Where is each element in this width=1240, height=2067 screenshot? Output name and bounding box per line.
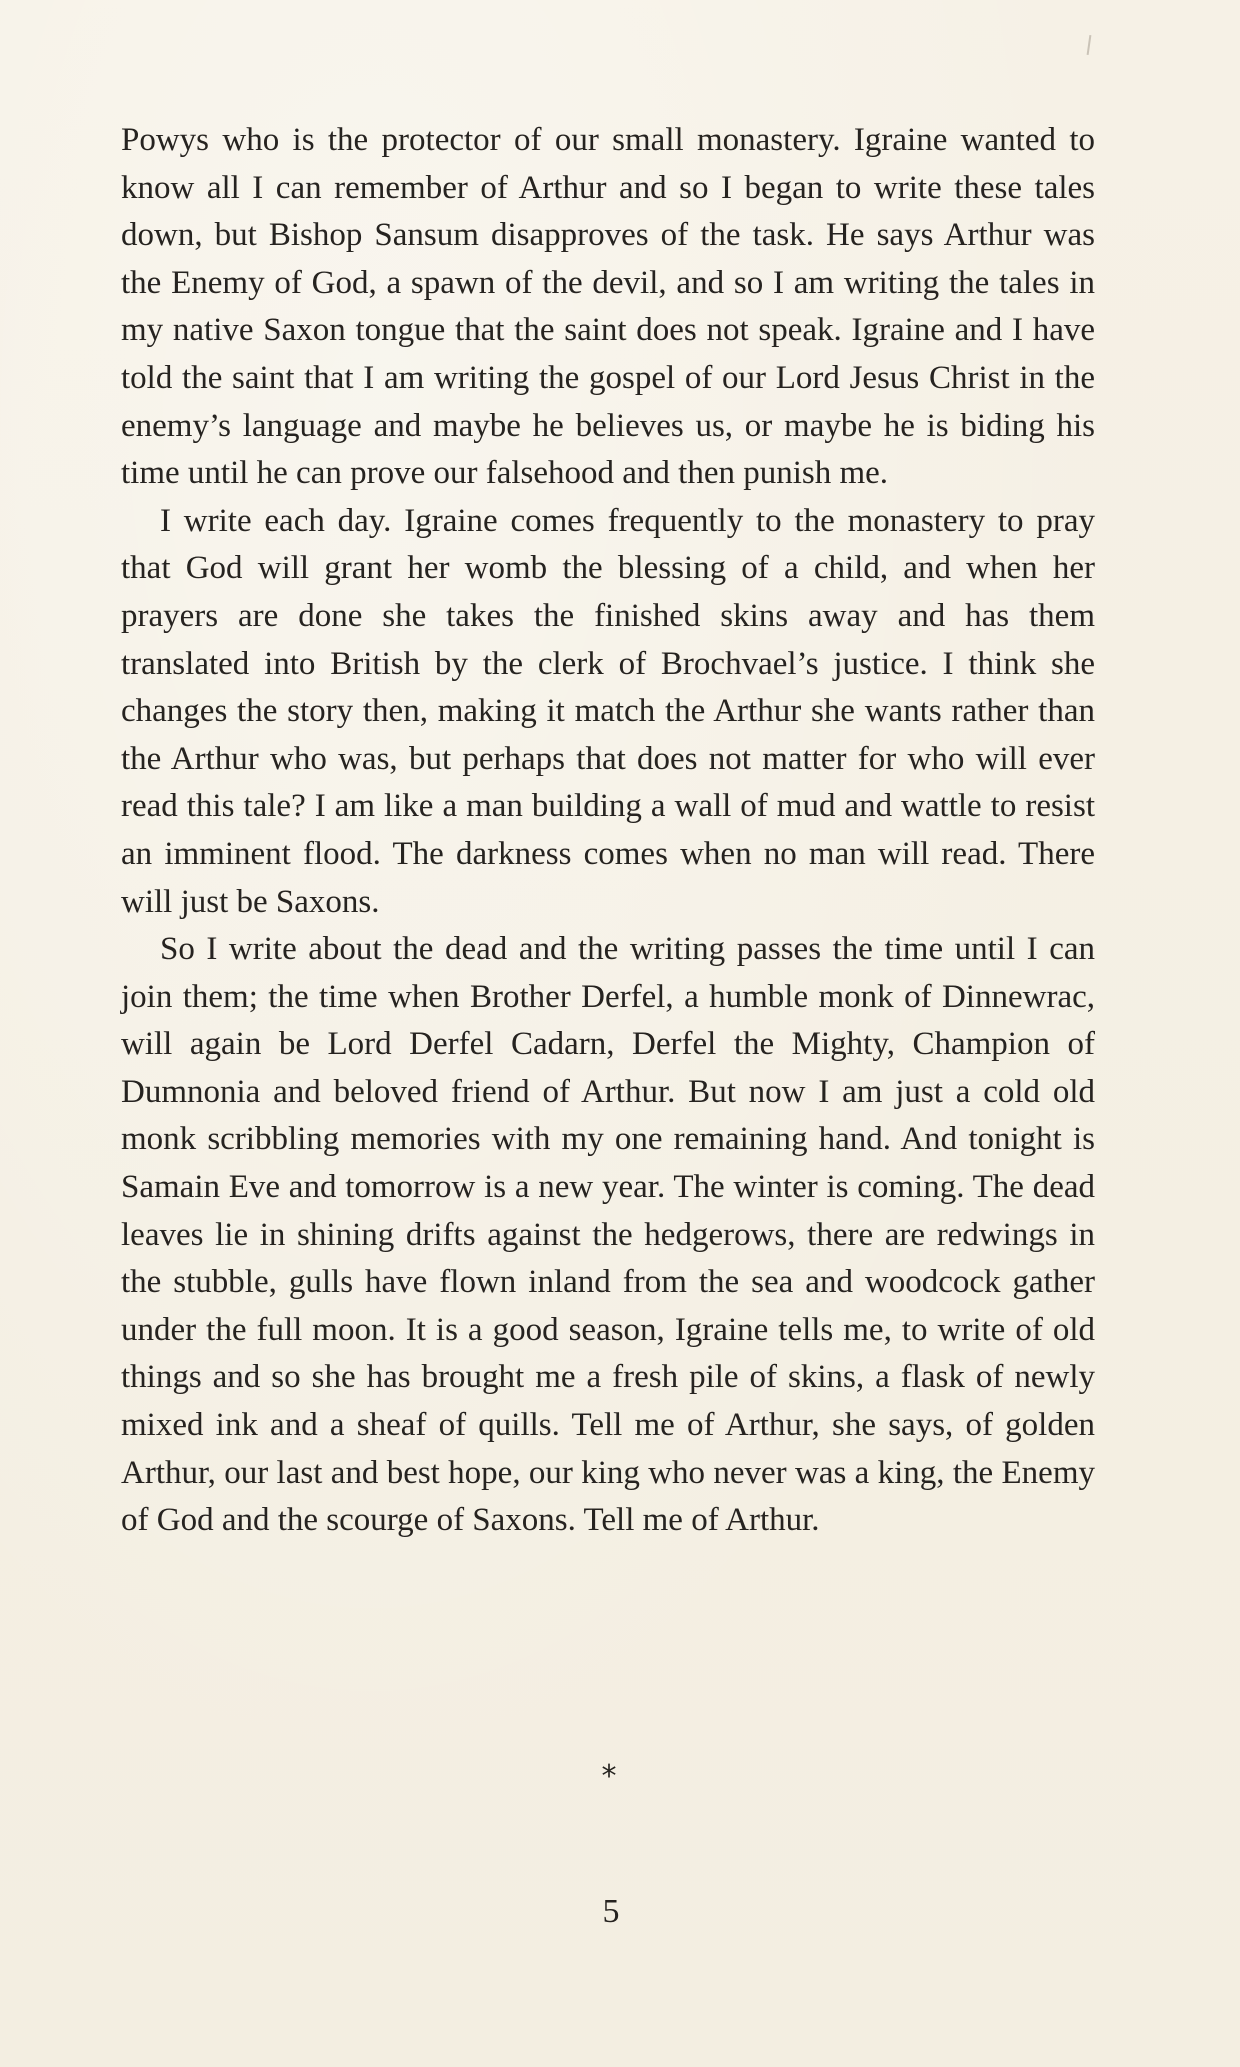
paragraph-3: So I write about the dead and the writing passes the time until I can join them; the time when Brother Derfel, a humble monk of Dinnewrac, will again be Lord Derfel Cadarn, Derfel the Mighty, Champion of Dumnonia and beloved friend of Arthur. But now I am just a cold old monk scribbling memories with my one remaining hand. And tonight is Samain Eve and tomorrow is a new year. The winter is coming. The dead leaves lie in shining drifts against the hedgerows, there are redwings in the stubble, gulls have flown inland from the sea and woodcock gather under the full moon. It is a good season, Igraine tells me, to write of old things and so she has brought me a fresh pile of skins, a flask of newly mixed ink and a sheaf of quills. Tell me of Arthur, she says, of golden Arthur, our last and best hope, our king who never was a king, the Enemy of God and the scourge of Saxons. Tell me of Arthur. <box>121 931 1095 1539</box>
body-text <box>121 117 1095 1545</box>
paper-edge-mark <box>1087 35 1092 55</box>
paragraph-2: I write each day. Igraine comes frequently to the monastery to pray that God will grant her womb the blessing of a child, and when her prayers are done she takes the finished skins away and has them translated into British by the clerk of Brochvael’s justice. I think she changes the story then, making it match the Arthur she wants rather than the Arthur who was, but perhaps that does not matter for who will ever read this tale? I am like a man building a wall of mud and wattle to resist an imminent flood. The darkness comes when no man will read. There will just be Saxons. <box>121 502 1095 920</box>
page-number: 5 <box>602 1893 620 1930</box>
paragraph-1: Powys who is the protector of our small monastery. Igraine wanted to know all I can remember of Arthur and so I began to write these tales down, but Bishop Sansum disapproves of the task. He says Arthur was the Enemy of God, a spawn of the devil, and so I am writing the tales in my native Saxon tongue that the saint does not speak. Igraine and I have told the saint that I am writing the gospel of our Lord Jesus Christ in the enemy’s language and maybe he believes us, or maybe he is biding his time until he can prove our falsehood and then punish me. <box>121 122 1095 492</box>
section-separator: * <box>601 1759 617 1794</box>
